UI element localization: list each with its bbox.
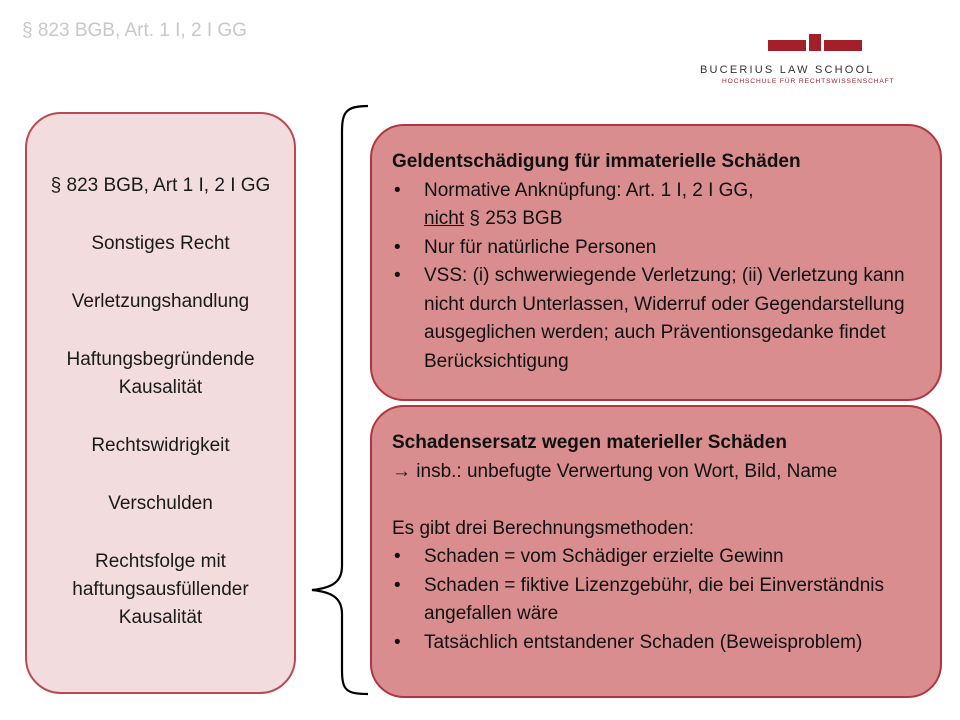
bullet-item: • VSS: (i) schwerwiegende Verletzung; (ii) Verletzung kann nicht durch Unterlassen, Widerruf oder Gegendarstellung ausgeglichen werden; auch Präventionsgedanke findet Berücksichtigung [392,262,922,376]
slide-title: § 823 BGB, Art. 1 I, 2 I GG [22,20,247,41]
bullet-item: • Schaden = vom Schädiger erzielte Gewinn [392,543,922,572]
bullet-text: Normative Anknüpfung: Art. 1 I, 2 I GG, [424,179,754,201]
logo-bar-center [809,34,821,51]
logo-bar-right [824,40,862,51]
logo-name: BUCERIUS LAW SCHOOL [700,64,875,76]
requirement-item: Sonstiges Recht [91,233,230,254]
bullet-item: • Tatsächlich entstandener Schaden (Beweisproblem) [392,629,922,658]
requirement-item: § 823 BGB, Art 1 I, 2 I GG [50,175,271,196]
requirement-item: Rechtswidrigkeit [91,435,230,456]
material-intro: Es gibt drei Berechnungsmethoden: [392,517,695,539]
bucerius-logo [700,34,930,85]
requirements-panel [25,112,296,694]
immaterial-heading: Geldentschädigung für immaterielle Schäden [392,151,801,172]
logo-bar-left [768,40,806,51]
immaterial-damages-box [370,124,942,401]
material-heading: Schadensersatz wegen materieller Schäden [392,432,787,453]
bullet-item: • Schaden = fiktive Lizenzgebühr, die bei Einverständnis angefallen wäre [392,572,922,629]
bullet-item [392,177,922,234]
bullet-item: • Nur für natürliche Personen [392,234,922,263]
requirement-item: Verletzungshandlung [71,291,250,312]
requirement-item: Haftungsbegründende Kausalität [66,349,255,398]
underlined-word: nicht [424,208,465,229]
logo-subtitle: HOCHSCHULE FÜR RECHTSWISSENSCHAFT [722,78,895,85]
bullet-text: § 253 BGB [464,208,563,229]
spacer [392,486,922,515]
immaterial-bullets [392,177,922,377]
material-subline: → insb.: unbefugte Verwertung von Wort, Bild, Name [392,460,838,482]
requirement-item: Rechtsfolge mit haftungsausfüllender Kausalität [72,551,249,628]
curly-brace-icon [308,104,372,698]
material-damages-box [370,405,942,698]
requirement-item: Verschulden [108,493,213,514]
material-bullets [392,543,922,657]
logo-bars-icon [768,34,862,54]
